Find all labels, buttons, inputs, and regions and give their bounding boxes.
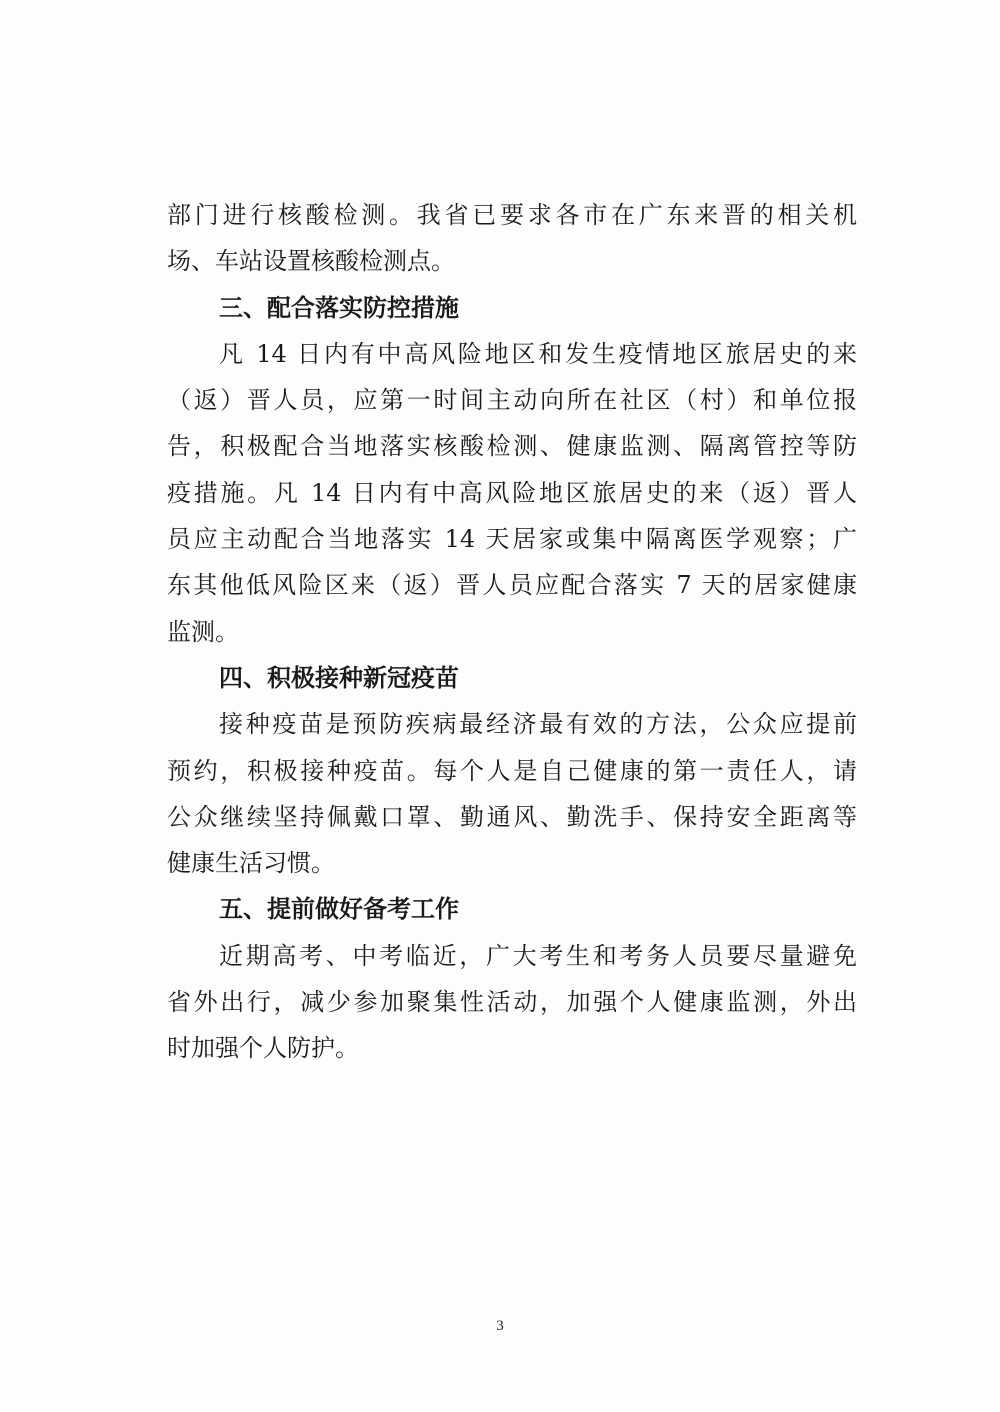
paragraph-line: 东其他低风险区来（返）晋人员应配合落实 7 天的居家健康 <box>167 571 857 600</box>
document-body <box>167 192 857 1072</box>
paragraph-line: 监测。 <box>167 617 239 646</box>
paragraph-line: 省外出行，减少参加聚集性活动，加强个人健康监测，外出 <box>167 988 857 1017</box>
section-heading-5: 五、提前做好备考工作 <box>219 895 459 924</box>
paragraph-line: 近期高考、中考临近，广大考生和考务人员要尽量避免 <box>219 941 857 970</box>
paragraph-line: 疫措施。凡 14 日内有中高风险地区旅居史的来（返）晋人 <box>167 478 857 507</box>
section-heading-3: 三、配合落实防控措施 <box>219 293 459 322</box>
paragraph-line: 接种疫苗是预防疾病最经济最有效的方法，公众应提前 <box>219 710 857 739</box>
paragraph-line: 健康生活习惯。 <box>167 849 335 878</box>
paragraph-line: 时加强个人防护。 <box>167 1034 359 1063</box>
paragraph-line: 员应主动配合当地落实 14 天居家或集中隔离医学观察；广 <box>167 525 857 554</box>
paragraph-line: 预约，积极接种疫苗。每个人是自己健康的第一责任人，请 <box>167 756 857 785</box>
paragraph-line: 凡 14 日内有中高风险地区和发生疫情地区旅居史的来 <box>219 339 857 368</box>
section-heading-4: 四、积极接种新冠疫苗 <box>219 663 459 692</box>
paragraph-line: 告，积极配合当地落实核酸检测、健康监测、隔离管控等防 <box>167 432 857 461</box>
page-number: 3 <box>496 1318 504 1334</box>
paragraph-line: 场、车站设置核酸检测点。 <box>167 247 455 276</box>
paragraph-line: （返）晋人员，应第一时间主动向所在社区（村）和单位报 <box>167 386 857 415</box>
paragraph-line: 公众继续坚持佩戴口罩、勤通风、勤洗手、保持安全距离等 <box>167 802 857 831</box>
paragraph-line: 部门进行核酸检测。我省已要求各市在广东来晋的相关机 <box>167 201 857 229</box>
